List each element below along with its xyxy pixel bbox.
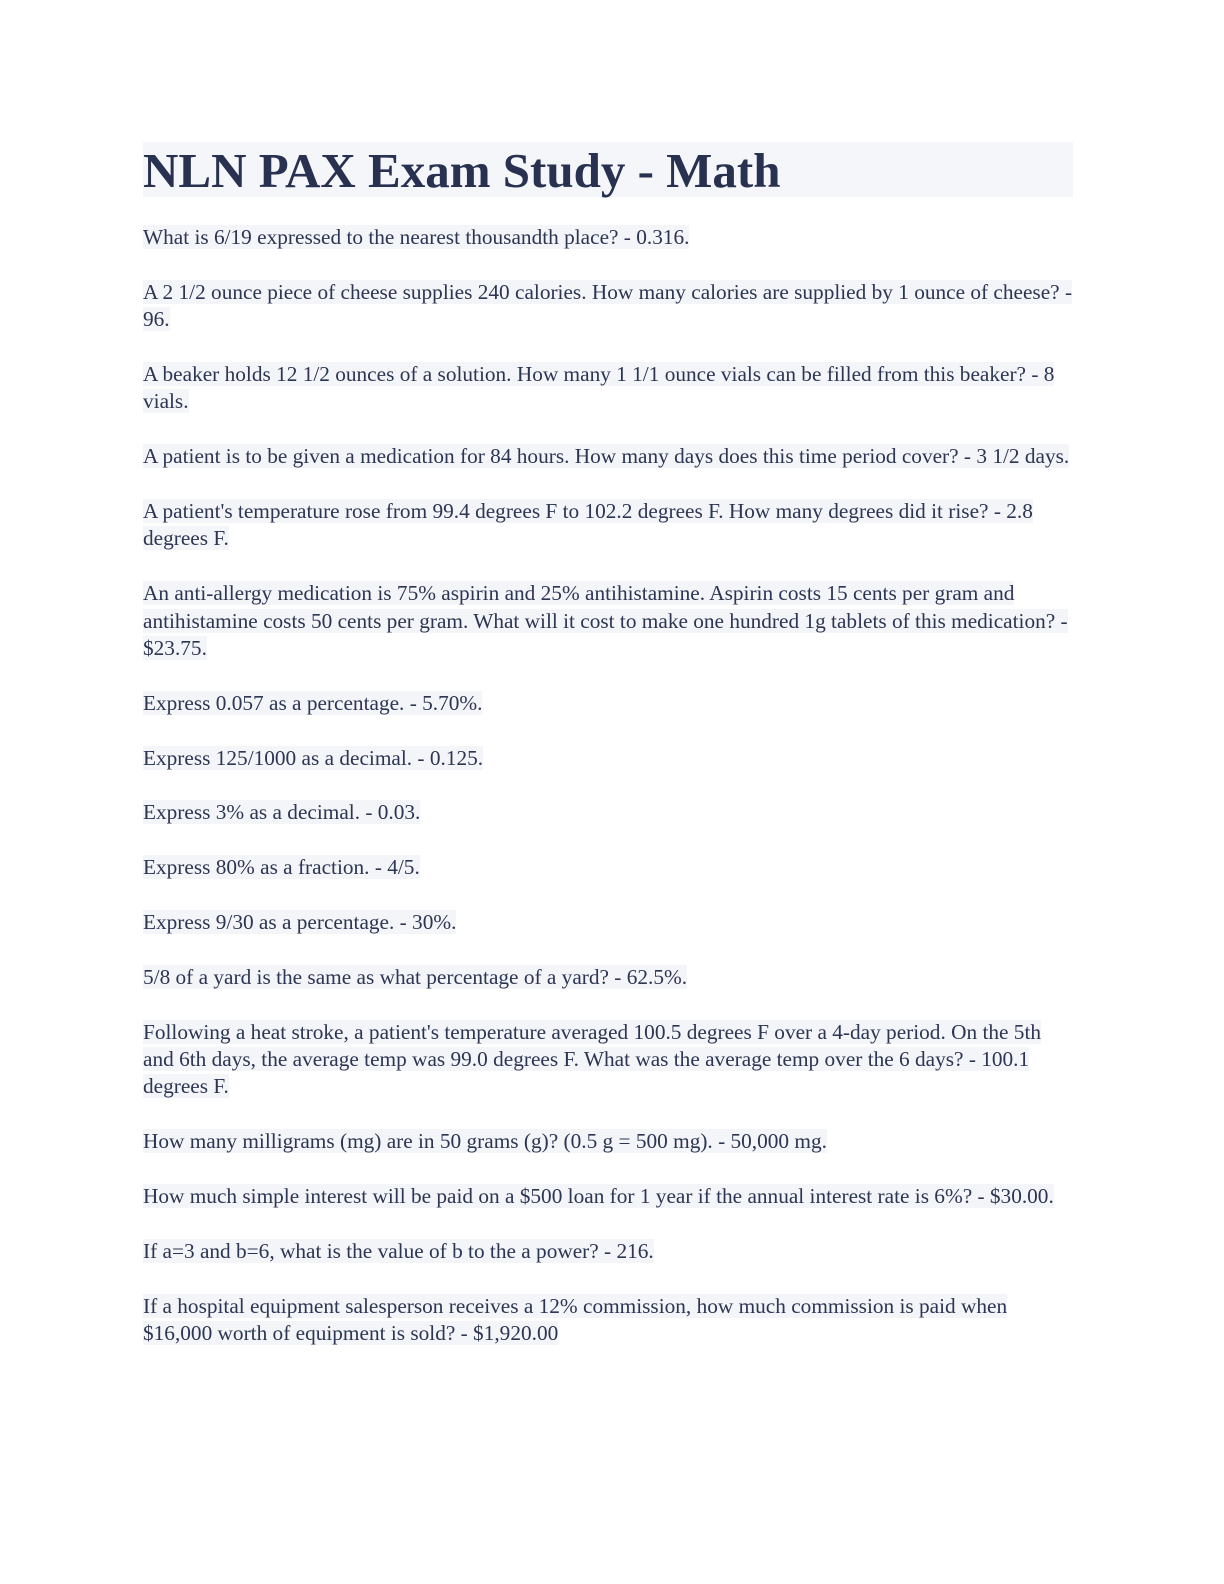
question-text: Express 9/30 as a percentage. - 30%. <box>143 910 457 934</box>
question-text: An anti-allergy medication is 75% aspirin and 25% antihistamine. Aspirin costs 15 cents per gram and antihistamine costs 50 cents per gram. What will it cost to make one hundred 1g tablets of this medication? - $23.75. <box>143 581 1068 661</box>
question-text: A patient is to be given a medication for 84 hours. How many days does this time period cover? - 3 1/2 days. <box>143 444 1070 469</box>
document-page <box>143 142 1073 1375</box>
question-text: How much simple interest will be paid on a $500 loan for 1 year if the annual interest rate is 6%? - $30.00. <box>143 1184 1054 1208</box>
question-text: A 2 1/2 ounce piece of cheese supplies 240 calories. How many calories are supplied by 1 ounce of cheese? - 96. <box>143 279 1073 332</box>
question-text: Express 0.057 as a percentage. - 5.70%. <box>143 690 483 715</box>
question-item <box>143 580 1073 662</box>
question-text: Following a heat stroke, a patient's temperature averaged 100.5 degrees F over a 4-day period. On the 5th and 6th days, the average temp was 99.0 degrees F. What was the average temp over the 6 days? - 100.1 degrees F. <box>143 1019 1042 1099</box>
question-item <box>143 361 1073 416</box>
question-item <box>143 498 1073 553</box>
question-text: 5/8 of a yard is the same as what percentage of a yard? - 62.5%. <box>143 964 688 989</box>
question-list <box>143 224 1073 1347</box>
question-item <box>143 443 1073 470</box>
question-text: A beaker holds 12 1/2 ounces of a solution. How many 1 1/1 ounce vials can be filled from this beaker? - 8 vials. <box>143 362 1055 414</box>
question-text: A patient's temperature rose from 99.4 degrees F to 102.2 degrees F. How many degrees did it rise? - 2.8 degrees F. <box>143 499 1033 551</box>
question-text: If a=3 and b=6, what is the value of b to the a power? - 216. <box>143 1238 654 1263</box>
question-item <box>143 1293 1073 1348</box>
question-item <box>143 854 1073 881</box>
question-item <box>143 799 1073 826</box>
question-text: Express 3% as a decimal. - 0.03. <box>143 800 421 825</box>
question-item <box>143 690 1073 717</box>
page-title: NLN PAX Exam Study - Math <box>143 142 1073 197</box>
question-item <box>143 1238 1073 1265</box>
question-item <box>143 745 1073 772</box>
question-text: Express 125/1000 as a decimal. - 0.125. <box>143 745 484 770</box>
question-text: How many milligrams (mg) are in 50 grams (g)? (0.5 g = 500 mg). - 50,000 mg. <box>143 1129 827 1154</box>
question-item <box>143 964 1073 991</box>
question-text: Express 80% as a fraction. - 4/5. <box>143 855 420 880</box>
question-item <box>143 279 1073 334</box>
question-item <box>143 224 1073 251</box>
question-item <box>143 1128 1073 1155</box>
question-item <box>143 1019 1073 1101</box>
question-item <box>143 1183 1073 1210</box>
question-item <box>143 909 1073 936</box>
question-text: If a hospital equipment salesperson receives a 12% commission, how much commission is paid when $16,000 worth of equipment is sold? - $1,920.00 <box>143 1293 1008 1345</box>
question-text: What is 6/19 expressed to the nearest thousandth place? - 0.316. <box>143 225 690 249</box>
